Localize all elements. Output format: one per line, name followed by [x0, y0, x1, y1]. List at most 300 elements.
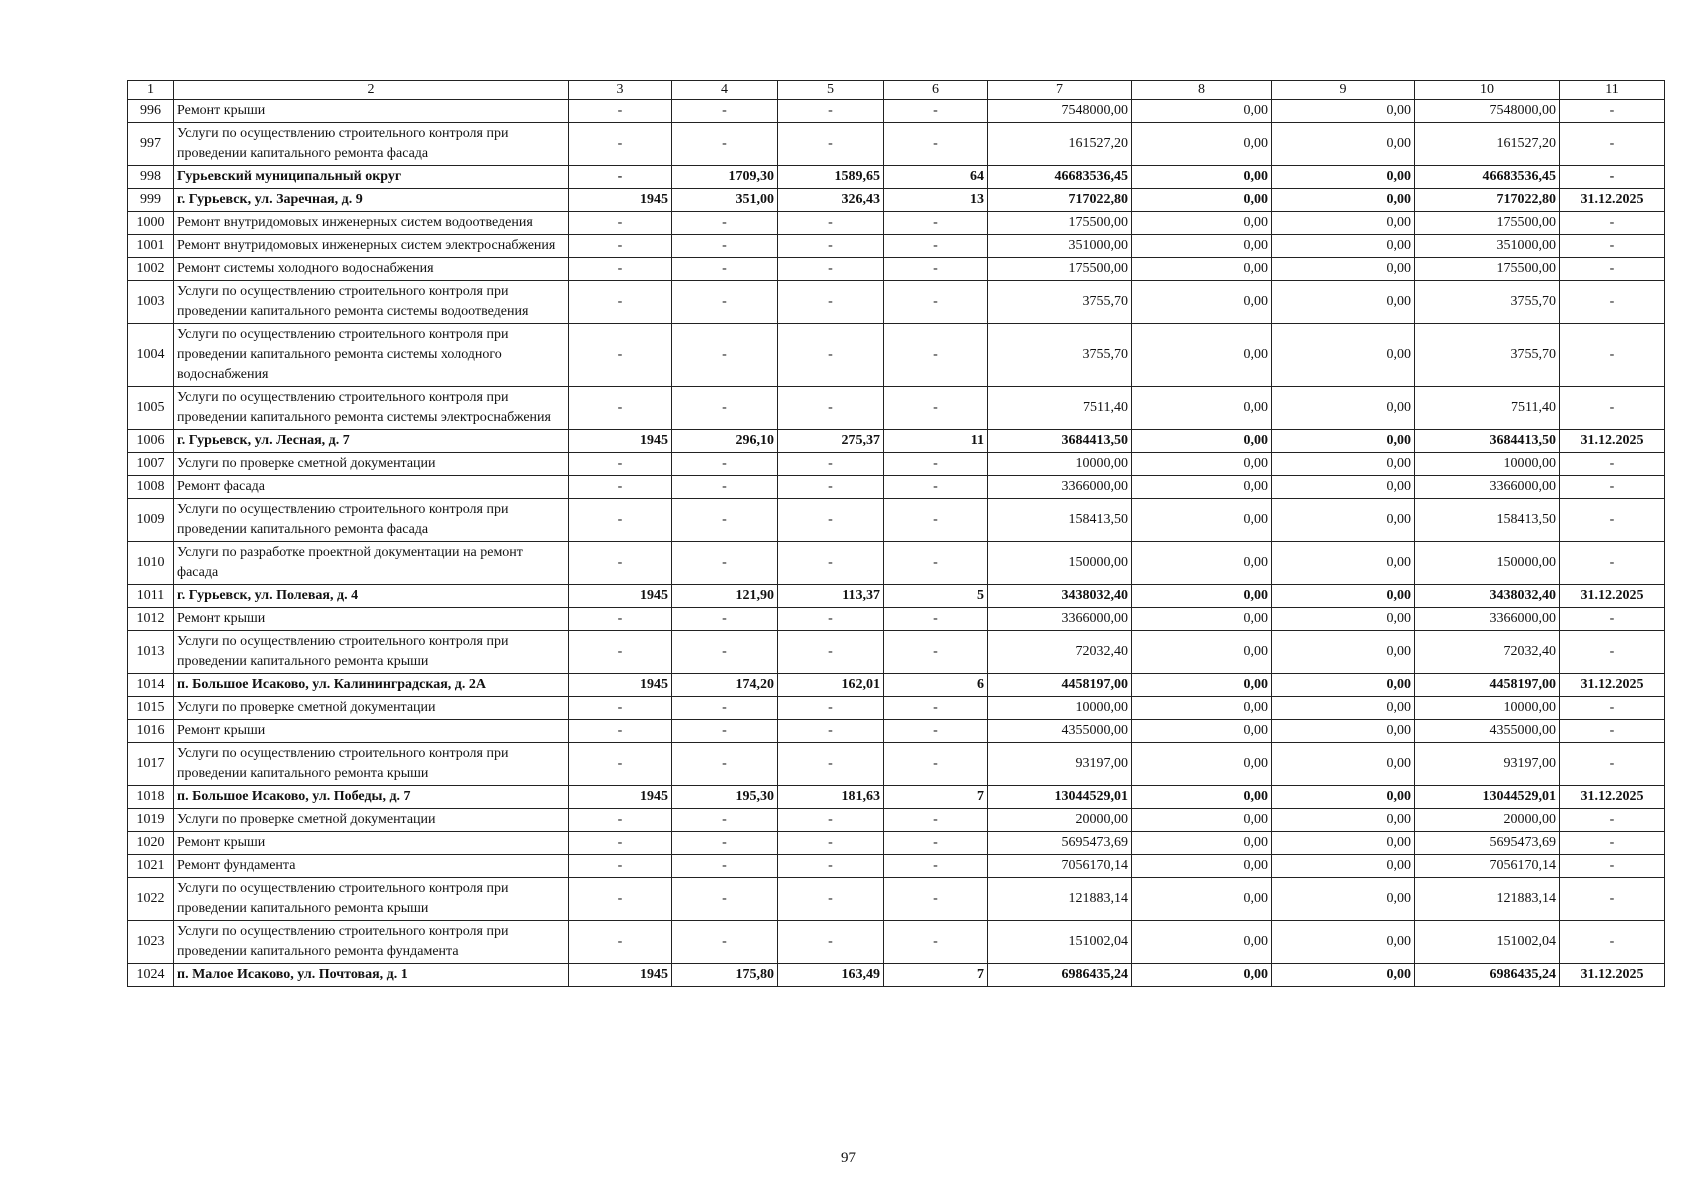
row-number-cell: 1012 — [128, 608, 174, 631]
value-cell-col-5: - — [778, 697, 884, 720]
value-cell-col-7: 93197,00 — [988, 743, 1132, 786]
value-cell-col-9: 0,00 — [1272, 387, 1415, 430]
value-cell-col-6: - — [884, 281, 988, 324]
value-cell-col-9: 0,00 — [1272, 631, 1415, 674]
table-row — [128, 476, 1665, 499]
value-cell-col-7: 7511,40 — [988, 387, 1132, 430]
value-cell-col-3: 1945 — [569, 674, 672, 697]
value-cell-col-8: 0,00 — [1132, 123, 1272, 166]
row-number-cell: 1019 — [128, 809, 174, 832]
value-cell-col-11: - — [1560, 387, 1665, 430]
value-cell-col-3: - — [569, 100, 672, 123]
value-cell-col-9: 0,00 — [1272, 324, 1415, 387]
value-cell-col-9: 0,00 — [1272, 123, 1415, 166]
value-cell-col-4: - — [672, 499, 778, 542]
value-cell-col-11: - — [1560, 542, 1665, 585]
value-cell-col-8: 0,00 — [1132, 324, 1272, 387]
value-cell-col-7: 175500,00 — [988, 258, 1132, 281]
description-cell: Услуги по осуществлению строительного контроля при проведении капитального ремонта фасада — [174, 123, 569, 166]
value-cell-col-4: - — [672, 258, 778, 281]
value-cell-col-10: 6986435,24 — [1415, 964, 1560, 987]
value-cell-col-7: 3684413,50 — [988, 430, 1132, 453]
value-cell-col-4: 195,30 — [672, 786, 778, 809]
description-cell: Услуги по проверке сметной документации — [174, 453, 569, 476]
page-number: 97 — [841, 1150, 856, 1166]
value-cell-col-8: 0,00 — [1132, 832, 1272, 855]
value-cell-col-4: - — [672, 542, 778, 585]
value-cell-col-4: - — [672, 832, 778, 855]
value-cell-col-3: - — [569, 453, 672, 476]
value-cell-col-3: - — [569, 832, 672, 855]
value-cell-col-4: - — [672, 281, 778, 324]
description-cell: Ремонт фасада — [174, 476, 569, 499]
value-cell-col-5: 275,37 — [778, 430, 884, 453]
value-cell-col-3: - — [569, 387, 672, 430]
value-cell-col-9: 0,00 — [1272, 786, 1415, 809]
table-row — [128, 123, 1665, 166]
table-row — [128, 166, 1665, 189]
value-cell-col-9: 0,00 — [1272, 743, 1415, 786]
value-cell-col-5: - — [778, 809, 884, 832]
description-cell: Услуги по осуществлению строительного контроля при проведении капитального ремонта системы водоотведения — [174, 281, 569, 324]
value-cell-col-11: - — [1560, 499, 1665, 542]
description-cell: Услуги по осуществлению строительного контроля при проведении капитального ремонта крыши — [174, 631, 569, 674]
value-cell-col-7: 13044529,01 — [988, 786, 1132, 809]
value-cell-col-3: - — [569, 258, 672, 281]
value-cell-col-8: 0,00 — [1132, 585, 1272, 608]
value-cell-col-11: - — [1560, 832, 1665, 855]
value-cell-col-10: 3684413,50 — [1415, 430, 1560, 453]
value-cell-col-3: - — [569, 324, 672, 387]
value-cell-col-6: - — [884, 809, 988, 832]
value-cell-col-5: 326,43 — [778, 189, 884, 212]
row-number-cell: 1023 — [128, 921, 174, 964]
value-cell-col-5: - — [778, 499, 884, 542]
value-cell-col-5: - — [778, 832, 884, 855]
table-row — [128, 542, 1665, 585]
row-number-cell: 1006 — [128, 430, 174, 453]
value-cell-col-6: 64 — [884, 166, 988, 189]
value-cell-col-6: 11 — [884, 430, 988, 453]
column-header-9: 9 — [1272, 81, 1415, 100]
value-cell-col-10: 7056170,14 — [1415, 855, 1560, 878]
value-cell-col-9: 0,00 — [1272, 166, 1415, 189]
value-cell-col-10: 7511,40 — [1415, 387, 1560, 430]
value-cell-col-3: 1945 — [569, 430, 672, 453]
table-header-row — [128, 81, 1665, 100]
value-cell-col-7: 161527,20 — [988, 123, 1132, 166]
value-cell-col-3: - — [569, 499, 672, 542]
table-row — [128, 324, 1665, 387]
value-cell-col-7: 7548000,00 — [988, 100, 1132, 123]
value-cell-col-5: - — [778, 743, 884, 786]
value-cell-col-6: - — [884, 324, 988, 387]
value-cell-col-9: 0,00 — [1272, 430, 1415, 453]
value-cell-col-11: 31.12.2025 — [1560, 430, 1665, 453]
value-cell-col-11: - — [1560, 631, 1665, 674]
value-cell-col-6: - — [884, 631, 988, 674]
row-number-cell: 1011 — [128, 585, 174, 608]
value-cell-col-6: - — [884, 921, 988, 964]
value-cell-col-4: - — [672, 212, 778, 235]
column-header-3: 3 — [569, 81, 672, 100]
value-cell-col-9: 0,00 — [1272, 235, 1415, 258]
value-cell-col-8: 0,00 — [1132, 720, 1272, 743]
description-cell: Гурьевский муниципальный округ — [174, 166, 569, 189]
value-cell-col-7: 4458197,00 — [988, 674, 1132, 697]
description-cell: п. Большое Исаково, ул. Калининградская, д. 2А — [174, 674, 569, 697]
value-cell-col-3: 1945 — [569, 585, 672, 608]
row-number-cell: 1018 — [128, 786, 174, 809]
row-number-cell: 1013 — [128, 631, 174, 674]
value-cell-col-6: - — [884, 720, 988, 743]
value-cell-col-8: 0,00 — [1132, 453, 1272, 476]
table-row — [128, 189, 1665, 212]
value-cell-col-9: 0,00 — [1272, 855, 1415, 878]
value-cell-col-8: 0,00 — [1132, 743, 1272, 786]
value-cell-col-4: - — [672, 631, 778, 674]
value-cell-col-3: - — [569, 166, 672, 189]
table-row — [128, 499, 1665, 542]
value-cell-col-6: - — [884, 608, 988, 631]
value-cell-col-9: 0,00 — [1272, 674, 1415, 697]
value-cell-col-8: 0,00 — [1132, 786, 1272, 809]
value-cell-col-8: 0,00 — [1132, 258, 1272, 281]
table-row — [128, 100, 1665, 123]
row-number-cell: 1010 — [128, 542, 174, 585]
value-cell-col-4: - — [672, 476, 778, 499]
value-cell-col-3: 1945 — [569, 189, 672, 212]
description-cell: Услуги по осуществлению строительного контроля при проведении капитального ремонта фасада — [174, 499, 569, 542]
value-cell-col-7: 72032,40 — [988, 631, 1132, 674]
value-cell-col-9: 0,00 — [1272, 100, 1415, 123]
value-cell-col-8: 0,00 — [1132, 542, 1272, 585]
description-cell: п. Большое Исаково, ул. Победы, д. 7 — [174, 786, 569, 809]
value-cell-col-11: - — [1560, 921, 1665, 964]
value-cell-col-9: 0,00 — [1272, 585, 1415, 608]
value-cell-col-7: 10000,00 — [988, 697, 1132, 720]
value-cell-col-4: - — [672, 100, 778, 123]
description-cell: Ремонт крыши — [174, 100, 569, 123]
value-cell-col-9: 0,00 — [1272, 921, 1415, 964]
value-cell-col-7: 151002,04 — [988, 921, 1132, 964]
value-cell-col-8: 0,00 — [1132, 166, 1272, 189]
value-cell-col-9: 0,00 — [1272, 542, 1415, 585]
table-row — [128, 212, 1665, 235]
description-cell: Услуги по осуществлению строительного контроля при проведении капитального ремонта крыши — [174, 743, 569, 786]
value-cell-col-10: 121883,14 — [1415, 878, 1560, 921]
value-cell-col-9: 0,00 — [1272, 212, 1415, 235]
value-cell-col-4: 351,00 — [672, 189, 778, 212]
value-cell-col-9: 0,00 — [1272, 499, 1415, 542]
row-number-cell: 1004 — [128, 324, 174, 387]
row-number-cell: 1024 — [128, 964, 174, 987]
column-header-2: 2 — [174, 81, 569, 100]
value-cell-col-11: - — [1560, 476, 1665, 499]
description-cell: Услуги по разработке проектной документации на ремонт фасада — [174, 542, 569, 585]
value-cell-col-11: - — [1560, 453, 1665, 476]
value-cell-col-10: 13044529,01 — [1415, 786, 1560, 809]
value-cell-col-9: 0,00 — [1272, 453, 1415, 476]
description-cell: Ремонт системы холодного водоснабжения — [174, 258, 569, 281]
value-cell-col-3: - — [569, 235, 672, 258]
value-cell-col-9: 0,00 — [1272, 809, 1415, 832]
value-cell-col-10: 717022,80 — [1415, 189, 1560, 212]
table-row — [128, 387, 1665, 430]
value-cell-col-3: - — [569, 743, 672, 786]
value-cell-col-7: 351000,00 — [988, 235, 1132, 258]
row-number-cell: 999 — [128, 189, 174, 212]
value-cell-col-7: 3366000,00 — [988, 608, 1132, 631]
table-row — [128, 832, 1665, 855]
value-cell-col-6: 6 — [884, 674, 988, 697]
table-row — [128, 631, 1665, 674]
value-cell-col-7: 158413,50 — [988, 499, 1132, 542]
row-number-cell: 1000 — [128, 212, 174, 235]
value-cell-col-6: - — [884, 743, 988, 786]
value-cell-col-5: 181,63 — [778, 786, 884, 809]
value-cell-col-8: 0,00 — [1132, 697, 1272, 720]
value-cell-col-7: 3366000,00 — [988, 476, 1132, 499]
value-cell-col-8: 0,00 — [1132, 964, 1272, 987]
value-cell-col-8: 0,00 — [1132, 281, 1272, 324]
table-row — [128, 855, 1665, 878]
value-cell-col-6: - — [884, 697, 988, 720]
value-cell-col-11: - — [1560, 324, 1665, 387]
description-cell: Ремонт фундамента — [174, 855, 569, 878]
value-cell-col-6: - — [884, 453, 988, 476]
value-cell-col-10: 3438032,40 — [1415, 585, 1560, 608]
value-cell-col-7: 3755,70 — [988, 281, 1132, 324]
value-cell-col-3: 1945 — [569, 786, 672, 809]
value-cell-col-8: 0,00 — [1132, 387, 1272, 430]
value-cell-col-5: - — [778, 324, 884, 387]
value-cell-col-7: 121883,14 — [988, 878, 1132, 921]
value-cell-col-3: - — [569, 608, 672, 631]
data-table — [127, 80, 1665, 987]
value-cell-col-10: 150000,00 — [1415, 542, 1560, 585]
value-cell-col-4: - — [672, 743, 778, 786]
value-cell-col-10: 4458197,00 — [1415, 674, 1560, 697]
value-cell-col-5: 163,49 — [778, 964, 884, 987]
value-cell-col-5: - — [778, 476, 884, 499]
description-cell: Ремонт внутридомовых инженерных систем электроснабжения — [174, 235, 569, 258]
value-cell-col-10: 4355000,00 — [1415, 720, 1560, 743]
table-row — [128, 258, 1665, 281]
value-cell-col-7: 7056170,14 — [988, 855, 1132, 878]
column-header-1: 1 — [128, 81, 174, 100]
value-cell-col-10: 72032,40 — [1415, 631, 1560, 674]
value-cell-col-8: 0,00 — [1132, 674, 1272, 697]
table-row — [128, 786, 1665, 809]
value-cell-col-11: - — [1560, 743, 1665, 786]
value-cell-col-6: - — [884, 878, 988, 921]
value-cell-col-6: 5 — [884, 585, 988, 608]
value-cell-col-11: 31.12.2025 — [1560, 786, 1665, 809]
description-cell: г. Гурьевск, ул. Лесная, д. 7 — [174, 430, 569, 453]
value-cell-col-4: 174,20 — [672, 674, 778, 697]
row-number-cell: 998 — [128, 166, 174, 189]
value-cell-col-6: - — [884, 542, 988, 585]
value-cell-col-11: - — [1560, 878, 1665, 921]
value-cell-col-3: - — [569, 921, 672, 964]
row-number-cell: 1015 — [128, 697, 174, 720]
value-cell-col-3: 1945 — [569, 964, 672, 987]
value-cell-col-11: - — [1560, 855, 1665, 878]
value-cell-col-9: 0,00 — [1272, 832, 1415, 855]
row-number-cell: 1016 — [128, 720, 174, 743]
value-cell-col-10: 3366000,00 — [1415, 608, 1560, 631]
value-cell-col-4: 175,80 — [672, 964, 778, 987]
value-cell-col-4: - — [672, 608, 778, 631]
value-cell-col-3: - — [569, 855, 672, 878]
value-cell-col-11: 31.12.2025 — [1560, 674, 1665, 697]
value-cell-col-9: 0,00 — [1272, 964, 1415, 987]
value-cell-col-8: 0,00 — [1132, 878, 1272, 921]
value-cell-col-9: 0,00 — [1272, 697, 1415, 720]
value-cell-col-7: 20000,00 — [988, 809, 1132, 832]
value-cell-col-6: - — [884, 100, 988, 123]
value-cell-col-10: 10000,00 — [1415, 697, 1560, 720]
table-row — [128, 585, 1665, 608]
value-cell-col-9: 0,00 — [1272, 878, 1415, 921]
value-cell-col-7: 175500,00 — [988, 212, 1132, 235]
value-cell-col-9: 0,00 — [1272, 476, 1415, 499]
row-number-cell: 1017 — [128, 743, 174, 786]
value-cell-col-7: 10000,00 — [988, 453, 1132, 476]
description-cell: Ремонт крыши — [174, 608, 569, 631]
value-cell-col-7: 5695473,69 — [988, 832, 1132, 855]
description-cell: Услуги по осуществлению строительного контроля при проведении капитального ремонта системы холодного водоснабжения — [174, 324, 569, 387]
table-row — [128, 743, 1665, 786]
value-cell-col-6: - — [884, 235, 988, 258]
description-cell: г. Гурьевск, ул. Заречная, д. 9 — [174, 189, 569, 212]
value-cell-col-10: 3755,70 — [1415, 324, 1560, 387]
value-cell-col-11: - — [1560, 235, 1665, 258]
value-cell-col-3: - — [569, 697, 672, 720]
value-cell-col-8: 0,00 — [1132, 430, 1272, 453]
description-cell: г. Гурьевск, ул. Полевая, д. 4 — [174, 585, 569, 608]
value-cell-col-3: - — [569, 720, 672, 743]
value-cell-col-6: - — [884, 499, 988, 542]
value-cell-col-9: 0,00 — [1272, 281, 1415, 324]
value-cell-col-4: - — [672, 387, 778, 430]
value-cell-col-5: - — [778, 453, 884, 476]
value-cell-col-6: - — [884, 855, 988, 878]
value-cell-col-8: 0,00 — [1132, 855, 1272, 878]
value-cell-col-11: - — [1560, 281, 1665, 324]
value-cell-col-8: 0,00 — [1132, 100, 1272, 123]
table-row — [128, 964, 1665, 987]
value-cell-col-4: - — [672, 720, 778, 743]
value-cell-col-5: 1589,65 — [778, 166, 884, 189]
value-cell-col-5: - — [778, 542, 884, 585]
row-number-cell: 1014 — [128, 674, 174, 697]
value-cell-col-6: - — [884, 476, 988, 499]
description-cell: Ремонт крыши — [174, 832, 569, 855]
value-cell-col-6: 7 — [884, 786, 988, 809]
value-cell-col-8: 0,00 — [1132, 499, 1272, 542]
row-number-cell: 1003 — [128, 281, 174, 324]
value-cell-col-5: - — [778, 921, 884, 964]
value-cell-col-3: - — [569, 212, 672, 235]
value-cell-col-11: - — [1560, 697, 1665, 720]
value-cell-col-11: - — [1560, 100, 1665, 123]
value-cell-col-11: 31.12.2025 — [1560, 964, 1665, 987]
value-cell-col-5: - — [778, 387, 884, 430]
value-cell-col-10: 46683536,45 — [1415, 166, 1560, 189]
row-number-cell: 1001 — [128, 235, 174, 258]
value-cell-col-5: - — [778, 235, 884, 258]
value-cell-col-4: - — [672, 123, 778, 166]
value-cell-col-6: 7 — [884, 964, 988, 987]
value-cell-col-10: 351000,00 — [1415, 235, 1560, 258]
table-row — [128, 235, 1665, 258]
value-cell-col-6: - — [884, 212, 988, 235]
value-cell-col-5: - — [778, 258, 884, 281]
row-number-cell: 1021 — [128, 855, 174, 878]
value-cell-col-10: 3755,70 — [1415, 281, 1560, 324]
value-cell-col-9: 0,00 — [1272, 189, 1415, 212]
description-cell: Ремонт внутридомовых инженерных систем водоотведения — [174, 212, 569, 235]
column-header-6: 6 — [884, 81, 988, 100]
row-number-cell: 996 — [128, 100, 174, 123]
value-cell-col-8: 0,00 — [1132, 809, 1272, 832]
table-row — [128, 720, 1665, 743]
value-cell-col-7: 3755,70 — [988, 324, 1132, 387]
row-number-cell: 1008 — [128, 476, 174, 499]
value-cell-col-4: 296,10 — [672, 430, 778, 453]
column-header-10: 10 — [1415, 81, 1560, 100]
value-cell-col-8: 0,00 — [1132, 921, 1272, 964]
column-header-8: 8 — [1132, 81, 1272, 100]
value-cell-col-4: 121,90 — [672, 585, 778, 608]
table-row — [128, 878, 1665, 921]
value-cell-col-4: - — [672, 697, 778, 720]
table-row — [128, 809, 1665, 832]
value-cell-col-6: - — [884, 832, 988, 855]
value-cell-col-11: - — [1560, 212, 1665, 235]
value-cell-col-9: 0,00 — [1272, 720, 1415, 743]
value-cell-col-3: - — [569, 631, 672, 674]
value-cell-col-10: 151002,04 — [1415, 921, 1560, 964]
column-header-4: 4 — [672, 81, 778, 100]
value-cell-col-10: 161527,20 — [1415, 123, 1560, 166]
value-cell-col-5: - — [778, 100, 884, 123]
table-row — [128, 281, 1665, 324]
value-cell-col-10: 175500,00 — [1415, 258, 1560, 281]
value-cell-col-9: 0,00 — [1272, 258, 1415, 281]
description-cell: п. Малое Исаково, ул. Почтовая, д. 1 — [174, 964, 569, 987]
value-cell-col-10: 3366000,00 — [1415, 476, 1560, 499]
table-row — [128, 921, 1665, 964]
row-number-cell: 1005 — [128, 387, 174, 430]
value-cell-col-3: - — [569, 878, 672, 921]
table-row — [128, 430, 1665, 453]
value-cell-col-7: 6986435,24 — [988, 964, 1132, 987]
value-cell-col-10: 7548000,00 — [1415, 100, 1560, 123]
value-cell-col-3: - — [569, 281, 672, 324]
value-cell-col-5: - — [778, 608, 884, 631]
value-cell-col-7: 717022,80 — [988, 189, 1132, 212]
column-header-5: 5 — [778, 81, 884, 100]
row-number-cell: 1009 — [128, 499, 174, 542]
value-cell-col-11: - — [1560, 258, 1665, 281]
value-cell-col-4: - — [672, 809, 778, 832]
value-cell-col-11: - — [1560, 166, 1665, 189]
value-cell-col-11: - — [1560, 809, 1665, 832]
value-cell-col-5: 162,01 — [778, 674, 884, 697]
